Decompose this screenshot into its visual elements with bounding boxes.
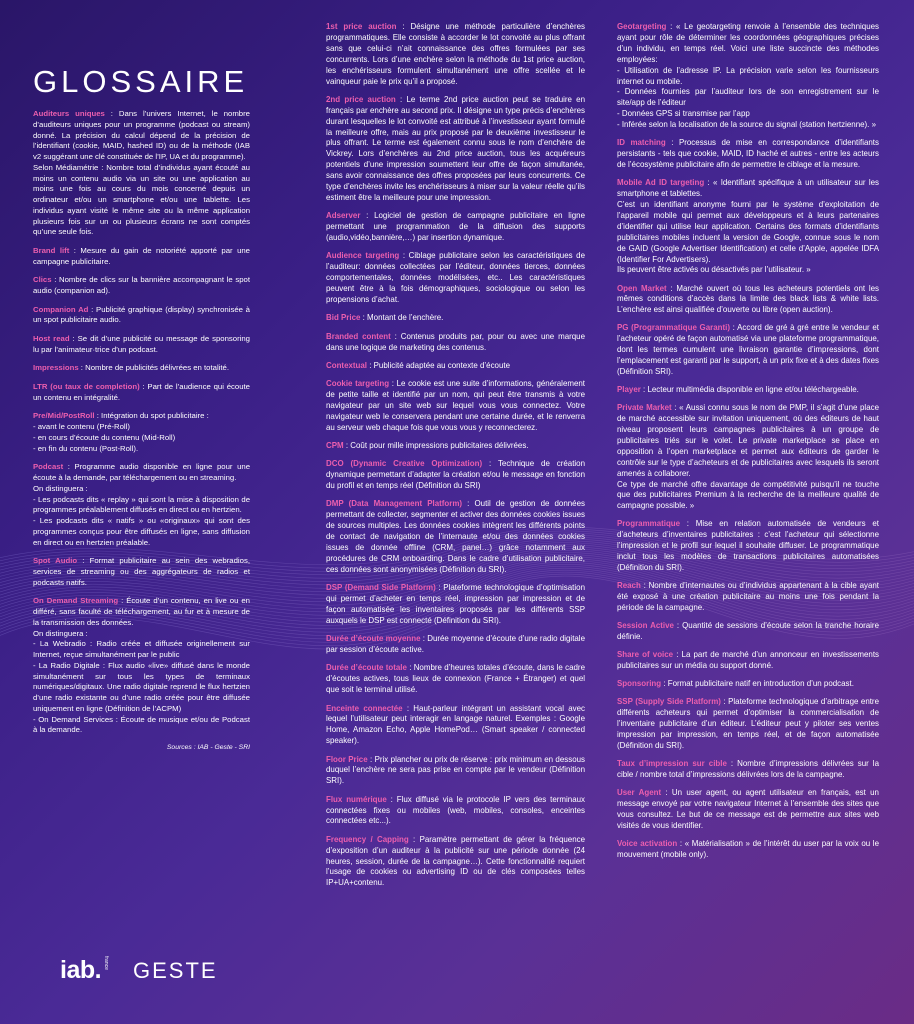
glossary-definition: Programme audio disponible en ligne pour une écoute à la demande, par téléchargement ou en streaming. [33, 462, 251, 483]
term-separator: : [139, 382, 148, 392]
glossary-definition: Haut-parleur intégrant un assistant vocal avec lequel l’utilisateur peut interagir en langage naturel. Exemples : Google Home, Amazon Echo, Apple HomePod… (Smart speaker / connected speaker). [326, 703, 585, 746]
glossary-entry [33, 334, 250, 356]
glossary-entry [617, 621, 879, 643]
term-separator: : [390, 331, 401, 341]
term-separator: : [69, 334, 78, 344]
glossary-term: Geotargeting [617, 22, 667, 31]
term-separator: : [661, 787, 672, 797]
glossary-entry [326, 755, 585, 788]
definition-line: - Données fournies par l’auditeur lors de son enregistrement sur le site/app de l’éditeur [617, 87, 879, 108]
glossary-entry [617, 138, 879, 171]
iab-logo: iab. [60, 956, 102, 984]
glossary-definition: Écoute d’un contenu, en live ou en différé, sans faculté de téléchargement, au fur et à mesure de la transmission des données. [33, 596, 250, 627]
glossary-definition: Désigne une méthode particulière d’enchères programmatiques. Elle consiste à accorder le lot convoité au plus offrant sans que celui-ci n’ait connaissance des offres formulées par ses concurrents. Lors d’une enchère selon la méthode du 1st price auction, les enchérisseurs formulent simultanément une offre scellée et le vainqueur paie le prix qu’il a proposé. [326, 22, 585, 86]
iab-logo-subtitle: france [103, 956, 109, 970]
glossary-definition: Mise en relation automatisée de vendeurs et d’acheteurs d’inventaires publicitaires : c’est l’acheteur qui sélectionne l’impression et le profil sur lequel il souhaite diffuser. Le programmatique inclut tous les modèles de transactions publicitaires automatisées (Définition du SRI). [617, 519, 879, 573]
term-separator: : [420, 634, 428, 644]
glossary-definition: La part de marché d’un annonceur en investissements publicitaires sur un média ou support donné. [617, 650, 879, 670]
glossary-definition: Nombre d’impressions délivrées sur la cible / nombre total d’impressions délivrées lors de la campagne. [617, 758, 879, 779]
glossary-entry [617, 679, 879, 690]
glossary-entry [326, 835, 585, 890]
glossary-term: LTR (ou taux de completion) [33, 382, 140, 392]
glossary-definition: Part de l’audience qui écoute un contenu en intégralité. [33, 382, 250, 402]
glossary-entry [33, 462, 250, 548]
glossary-term: Programmatique [617, 519, 681, 529]
column-2-entries [326, 22, 585, 889]
geste-logo: GESTE [133, 958, 218, 983]
glossary-term: User Agent [617, 787, 662, 797]
term-separator: : [666, 283, 677, 293]
glossary-definition: Outil de gestion de données permettant de collecter, segmenter et activer des données cookies issues de sources multiples. Les données cookies intègrent les différents points de contact de navigation de l’internaute et/ou des données cookies issues de donnée offline (CRM, panel…) grâce notamment aux procédures de CRM onboarding. Dans le cadre d’utilisation publicitaire, ces données sont anonymisées (Définition du SRI). [326, 499, 585, 574]
term-separator: : [367, 754, 375, 764]
glossary-entry [326, 704, 585, 748]
glossary-definition: Technique de création dynamique permettant d’adapter la création et/ou le message en fonction du profil et en temps réel (Définition du SRI) [326, 459, 585, 491]
column-2 [326, 22, 585, 897]
term-separator: : [666, 22, 677, 31]
term-separator: : [343, 441, 351, 451]
glossary-definition: Plateforme technologique d’arbitrage entre différents acheteurs qui permet d’optimiser la commercialisation de l’inventaire publicitaire d’un éditeur. L’éditeur peut y piloter ses ventes impression par impression, en temps réel, et de façon automatisée (Définition du SRI). [617, 697, 879, 750]
definition-line: Selon Médiamétrie : Nombre total d’individus ayant écouté au moins un contenu audio via un site ou une application au moins une fois au cours du mois concerné depuis un ordinateur et/ou un smartphone et/ou une tablette. Les individus ayant visité le même site ou la même application plusieurs fois sur un ou plusieurs écrans ne sont comptés qu’une seule fois. [33, 162, 250, 237]
glossary-term: Mobile Ad ID targeting [617, 178, 705, 188]
definition-line: Ce type de marché offre davantage de compétitivité puisqu’il ne touche que des publicitaires Premium à la recherche de la meilleure qualité de campagne possible. » [617, 479, 879, 511]
term-separator: : [63, 462, 75, 472]
glossary-entry [33, 556, 250, 588]
glossary-entry [326, 459, 585, 492]
glossary-term: Pre/Mid/PostRoll [33, 411, 95, 421]
term-separator: : [729, 323, 738, 333]
term-separator: : [395, 94, 407, 104]
term-separator: : [360, 313, 368, 323]
glossary-definition: Quantité de sessions d’écoute selon la tranche horaire définie. [617, 621, 879, 641]
glossary-definition: Format publicitaire au sein des webradios, services de streaming ou des aggrégateurs de radios et podcasts natifs. [33, 556, 250, 587]
glossary-term: Audience targeting [326, 251, 400, 261]
glossary-definition: Le cookie est une suite d’informations, généralement de petite taille et identifié par un nom, qui peut être transmis à votre navigateur par un site web sur lequel vous vous connectez. Votre navigateur web le conservera pendant une certaine durée, et le renverra au serveur web chaque fois que vous vous y reconnecterez. [326, 379, 586, 432]
glossary-term: Spot Audio [33, 556, 78, 566]
glossary-definition: Accord de gré à gré entre le vendeur et l’acheteur opéré de façon automatisé via une plateforme programmatique, dont les termes cumulent une livraison garantie d’impressions, dont l’emplacement est garanti par le support, à un prix fixe et à des dates fixes (Définition SRI). [617, 323, 879, 377]
glossary-entry [33, 596, 250, 736]
term-separator: : [661, 679, 668, 689]
glossary-term: Impressions [33, 363, 79, 373]
glossary-entry [326, 22, 585, 87]
glossary-entry [326, 332, 585, 354]
term-separator: : [118, 596, 127, 606]
glossary-term: Contextual [326, 360, 368, 370]
glossary-term: Reach [617, 581, 641, 591]
glossary-definition: Un user agent, ou agent utilisateur en français, est un message envoyé par votre navigateur Internet à l’ensemble des sites que vous consultez. Le but de ce message est de permettre aux sites web visités de vous identifier. [617, 787, 879, 830]
glossary-entry [326, 583, 585, 627]
glossary-entry [617, 385, 879, 396]
glossary-term: Floor Price [326, 754, 368, 764]
glossary-definition: « Matérialisation » de l’intérêt du user par la voix ou le mouvement (mobile only). [617, 838, 879, 859]
glossary-term: CPM [326, 441, 344, 451]
glossary-entry [326, 95, 585, 204]
definition-line: - Les podcasts dits « replay » qui sont la mise à disposition de programmes préalablement diffusés en direct ou en hertzien. [33, 494, 250, 515]
glossary-entry [326, 441, 585, 452]
glossary-term: Branded content [326, 331, 391, 341]
term-separator: : [408, 834, 420, 844]
glossary-entry [617, 759, 879, 781]
glossary-definition: Durée moyenne d’écoute d’une radio digitale par session d’écoute active. [326, 634, 585, 655]
glossary-entry [33, 382, 250, 404]
glossary-definition: Montant de l’enchère. [367, 313, 444, 323]
glossary-definition: Coût pour mille impressions publicitaires délivrées. [350, 441, 529, 451]
glossary-definition: Nombre d’internautes ou d’individus appartenant à la cible ayant été exposé à une création publicitaire au moins une fois pendant la période de la campagne. [617, 581, 879, 612]
glossary-entry [33, 363, 250, 374]
glossary-entry [33, 275, 250, 297]
definition-line: - Les podcasts dits « natifs » ou «originaux» qui sont des programmes conçus pour être diffusés en ligne, sans diffusion en direct ou en hertzien préalable. [33, 516, 250, 547]
glossary-term: Host read [33, 334, 70, 344]
glossary-definition: Plateforme technologique d’optimisation qui permet d’acheter en temps réel, impression par impression et de façon automatisée les inventaires proposés par les différents SSP auxquels le DSP est connecté (Définition du SRI). [326, 583, 585, 625]
term-separator: : [104, 109, 119, 118]
term-separator: : [360, 211, 375, 221]
glossary-term: Enceinte connectée [326, 703, 403, 713]
term-separator: : [482, 459, 498, 469]
term-separator: : [673, 650, 682, 660]
glossary-definition: Se dit d’une publicité ou message de sponsoring lu par l’animateur·trice d’un podcast. [33, 334, 250, 354]
glossary-entry [33, 411, 250, 454]
definition-line: Ils peuvent être activés ou désactivés par l’utilisateur. » [617, 265, 811, 275]
definition-line: - La Webradio : Radio créée et diffusée originellement sur Internet, reçue simultanément par le public [33, 639, 250, 660]
glossary-definition: Format publicitaire natif en introduction d’un podcast. [667, 679, 854, 689]
glossary-entry [617, 650, 879, 672]
glossary-entry [33, 246, 250, 268]
term-separator: : [399, 251, 409, 261]
glossary-term: Taux d’impression sur cible [617, 758, 727, 768]
term-separator: : [673, 621, 683, 631]
glossary-entry [617, 697, 879, 752]
glossary-term: Durée d’écoute moyenne [326, 634, 421, 644]
term-separator: : [77, 556, 90, 566]
glossary-entry [326, 211, 585, 244]
glossary-entry [617, 403, 879, 512]
term-separator: : [94, 411, 102, 421]
column-3 [617, 22, 879, 868]
glossary-definition: Nombre de clics sur la bannière accompagnant le spot audio (companion ad). [33, 275, 250, 296]
glossary-term: Cookie targeting [326, 379, 390, 389]
glossary-entry [326, 634, 585, 656]
glossary-entry [617, 323, 879, 378]
definition-line: C’est un identifiant anonyme fourni par le système d’exploitation de l’appareil mobile qui permet aux développeurs et à leurs partenaires d’identifier qui utilise leur application. Certains des formats d’identifiants publicitaires mobiles incluent la version de Google, connue sous le nom de GAID (Google Advertiser Identification) et celle d’Apple, appelée IDFA (Identifier For Advertisers). [617, 199, 879, 264]
term-separator: : [402, 703, 414, 713]
glossary-definition: Marché ouvert où tous les acheteurs potentiels ont les mêmes conditions d’accès dans la limite des black lists & white lists. L’enchère est ainsi qualifiée d’ouverte ou libre (open auction). [617, 283, 879, 315]
column-1-entries [33, 109, 250, 736]
glossary-term: On Demand Streaming [33, 596, 119, 606]
glossary-term: ID matching [617, 138, 666, 148]
term-separator: : [88, 304, 97, 314]
term-separator: : [78, 363, 86, 373]
definition-line: - en cours d’écoute du contenu (Mid-Roll) [33, 432, 176, 442]
logos [60, 954, 240, 984]
glossary-definition: Dans l’univers Internet, le nombre d’auditeurs uniques pour un programme (podcast ou stream) donné. La précision du calcul dépend de la précision de l’identifiant (cookie, MAID, hashed ID) ou de la méthode (IAB v2 suggérant une clé constituée de l’IP, UA et du programme). [33, 109, 250, 161]
glossary-entry [326, 313, 585, 324]
term-separator: : [671, 403, 680, 413]
term-separator: : [367, 360, 374, 370]
term-separator: : [680, 519, 696, 529]
term-separator: : [677, 838, 685, 848]
definition-line: - La Radio Digitale : Flux audio «live» diffusé dans le monde simultanément sur tous les types de terminaux numériques/digitaux. Une radio digitale reprend le flux hertzien d’une radio existante ou d’une radio créée pour être diffusée uniquement en ligne (Définition de l’ACPM) [33, 660, 250, 713]
term-separator: : [69, 245, 81, 255]
term-separator: : [406, 663, 414, 673]
glossary-definition: Ciblage publicitaire selon les caractéristiques de l’auditeur: données collectées par l’éditeur, données tierces, données comportementales, données modélisées, etc.. Les caractéristiques peuvent être à la fois démographiques, sociologique ou selon les propensions d’achat. [326, 251, 585, 305]
term-separator: : [640, 385, 648, 395]
glossary-entry [617, 581, 879, 614]
glossary-term: DSP (Demand Side Platform) [326, 583, 436, 593]
glossary-term: Voice activation [617, 838, 678, 848]
term-separator: : [665, 138, 679, 148]
glossary-term: Share of voice [617, 650, 674, 660]
glossary-term: Bid Price [326, 313, 361, 323]
glossary-entry [326, 663, 585, 696]
glossary-term: DCO (Dynamic Creative Optimization) [326, 459, 483, 469]
glossary-entry [326, 251, 585, 306]
term-separator: : [386, 794, 397, 804]
glossary-definition: Processus de mise en correspondance d’identifiants persistants - tels que cookie, MAID, ID haché et autres - entre les acteurs de l’écosystème publicitaire afin de permettre le ciblage et la mesure. [617, 138, 879, 170]
column-3-entries [617, 22, 879, 861]
glossary-entry [617, 22, 879, 131]
definition-line: - On Demand Services : Écoute de musique et/ou de Podcast à la demande. [33, 714, 250, 735]
term-separator: : [389, 379, 397, 389]
glossary-entry [617, 519, 879, 574]
glossary-term: Podcast [33, 462, 64, 472]
glossary-term: Durée d’écoute totale [326, 663, 407, 673]
definition-line: On distinguera : [33, 483, 88, 493]
glossary-term: Companion Ad [33, 304, 89, 314]
glossary-definition: Nombre d’heures totales d’écoute, dans le cadre d’écoutes actives, tous lieux de connexion (France + Étranger) et quel que soit le terminal utilisé. [326, 663, 585, 695]
glossary-entry [326, 795, 585, 828]
glossary-term: Frequency / Capping [326, 834, 409, 844]
glossary-term: Adserver [326, 211, 361, 221]
glossary-entry [326, 379, 585, 434]
glossary-definition: Lecteur multimédia disponible en ligne et/ou téléchargeable. [647, 385, 859, 395]
glossary-definition: Flux diffusé via le protocole IP vers des terminaux connectées fixes ou mobiles (web, mobiles, consoles, enceintes connectées etc...). [326, 794, 585, 826]
term-separator: : [435, 583, 444, 593]
glossary-term: Open Market [617, 283, 667, 293]
term-separator: : [726, 758, 738, 768]
glossary-term: SSP (Supply Side Platform) [617, 697, 721, 707]
glossary-term: Player [617, 385, 641, 395]
glossary-term: PG (Programmatique Garanti) [617, 323, 730, 333]
glossary-entry [617, 839, 879, 861]
glossary-term: Clics [33, 275, 52, 285]
glossary-entry [33, 109, 250, 238]
glossary-entry [33, 305, 250, 327]
glossary-entry [326, 361, 585, 372]
definition-line: - Inférée selon la localisation de la source du signal (station hertzienne). » [617, 120, 876, 130]
term-separator: : [720, 697, 729, 707]
term-separator: : [396, 22, 411, 31]
glossary-entry [617, 284, 879, 317]
definition-line: - Utilisation de l’adresse IP. La précision varie selon les fournisseurs internet ou mobile. [617, 65, 879, 86]
term-separator: : [704, 178, 713, 188]
glossary-term: Flux numérique [326, 794, 387, 804]
glossary-definition: Le terme 2nd price auction peut se traduire en français par enchère au second prix. Il désigne un type précis d’enchères durant lesquelles le lot convoité est attribué à l’investisseur ayant formulé la meilleure offre, mais au prix proposé par le deuxième investisseur le plus offrant. Le terme est également connu sous le nom d’enchère de Vickrey. Lors d’enchères au 2nd price auction, tous les acquéreurs potentiels d’une impression soumettent leur offre de façon simultanée, sans avoir connaissance des offres proposées par leurs concurrents. Ce type d’enchères invite les enchérisseurs à miser sur la valeur réelle qu’ils estiment être la meilleure pour une impression. [326, 94, 585, 202]
term-separator: : [462, 499, 475, 509]
sources-note: Sources : IAB - Geste - SRI [166, 744, 250, 752]
definition-line: - en fin du contenu (Post-Roll). [33, 443, 139, 453]
page-title: GLOSSAIRE [33, 64, 249, 99]
glossary-term: Auditeurs uniques [33, 109, 105, 118]
glossary-definition: « Aussi connu sous le nom de PMP, il s’agit d’une place de marché accessible sur invitation uniquement, où des éditeurs de haut niveau proposent leurs campagnes publicitaires à un groupe de publicitaires triés sur le volet. Le private marketplace se place en opposition à l’open marketplace et permet aux éditeurs de garder le contrôle sur le type d’acheteurs et de publicitaires avec lesquels ils seront amenés à collaborer. [617, 403, 879, 478]
column-1 [33, 66, 250, 751]
definition-line: On distinguera : [33, 628, 88, 638]
glossary-definition: Intégration du spot publicitaire : [101, 411, 209, 421]
glossary-term: Sponsoring [617, 679, 662, 689]
term-separator: : [51, 275, 59, 285]
glossary-term: 1st price auction [326, 22, 397, 31]
glossary-entry [617, 178, 879, 276]
term-separator: : [640, 581, 649, 591]
glossary-definition: Prix plancher ou prix de réserve : prix minimum en dessous duquel l’enchère ne sera pas prise en compte par le vendeur (Définition SRI). [326, 754, 585, 786]
glossary-term: DMP (Data Management Platform) [326, 499, 463, 509]
glossary-definition: Paramètre permettant de gérer la fréquence d’exposition d’un auditeur à la publicité sur une période donnée (24 heures, session, durée de la campagne…). Cette fonctionnalité requiert l’usage de cookies ou advertising ID ou de clés composées telles IP+UA+contenu. [326, 834, 585, 888]
glossary-definition: Mesure du gain de notoriété apporté par une campagne publicitaire. [33, 245, 250, 266]
glossary-definition: « Identifiant spécifique à un utilisateur sur les smartphone et tablettes. [617, 178, 879, 199]
glossary-definition: Publicité adaptée au contexte d’écoute [373, 360, 511, 370]
definition-line: - Données GPS si transmise par l’app [617, 109, 750, 119]
glossary-entry [326, 499, 585, 575]
glossary-definition: Nombre de publicités délivrées en totalité. [85, 363, 230, 373]
glossary-term: Private Market [617, 403, 672, 413]
glossary-definition: « Le geotargeting renvoie à l’ensemble des techniques ayant pour rôle de déterminer les coordonnées géographiques précises d’un individu, en temps réel. Voici une liste succincte des méthodes employées: [617, 22, 879, 64]
glossary-definition: Contenus produits par, pour ou avec une marque dans une logique de marketing des contenus. [326, 331, 586, 352]
glossary-term: Brand lift [33, 245, 70, 255]
glossary-entry [617, 788, 879, 832]
glossary-definition: Publicité graphique (display) synchronisée à un spot publicitaire audio. [33, 304, 250, 325]
definition-line: - avant le contenu (Pré-Roll) [33, 422, 130, 432]
glossary-term: 2nd price auction [326, 94, 396, 104]
glossary-definition: Logiciel de gestion de campagne publicitaire en ligne permettant une programmation de la diffusion des supports (audio,vidéo,bannière,…) par insertion dynamique. [326, 211, 585, 243]
glossary-term: Session Active [617, 621, 674, 631]
